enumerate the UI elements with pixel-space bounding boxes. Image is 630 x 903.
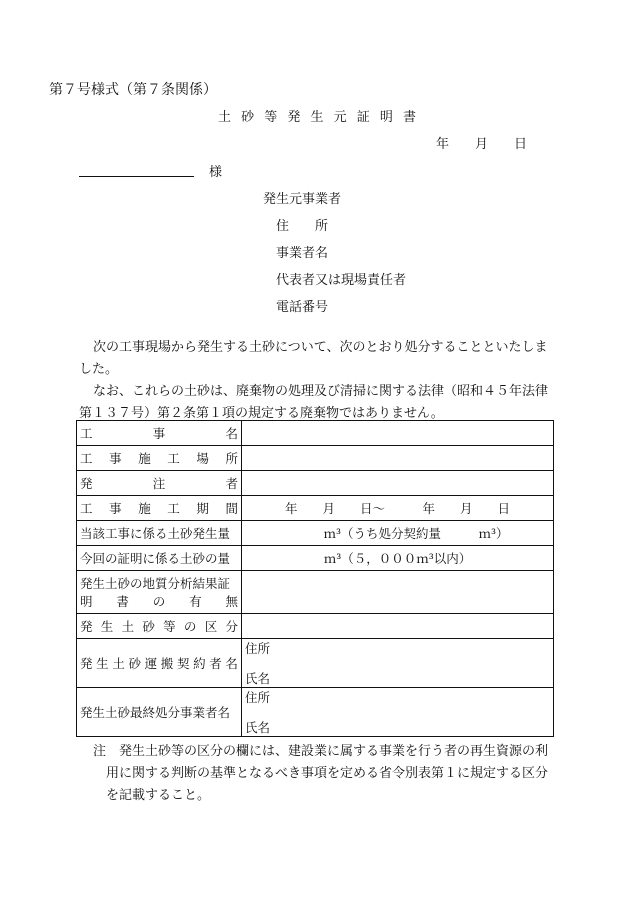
- document-title: 土 砂 等 発 生 元 証 明 書: [218, 110, 420, 125]
- row-label-construction-site: 工 事 施 工 場 所: [77, 446, 242, 471]
- row-label-final-disposal-operator: 発生土砂最終処分事業者名: [77, 688, 242, 737]
- body-paragraph-1-line-2: した。: [79, 362, 119, 377]
- table-row: [77, 571, 554, 614]
- issuer-business-name-label: 事業者名: [276, 246, 329, 261]
- soil-certified-value[interactable]: ｍ³（５，０００ｍ³以内）: [242, 546, 554, 571]
- row-label-geological-analysis: [77, 571, 242, 614]
- table-row: [77, 614, 554, 639]
- table-row: [77, 496, 554, 521]
- soil-generated-value[interactable]: ｍ³（うち処分契約量 ｍ³）: [242, 521, 554, 546]
- issuer-address-label: 住 所: [276, 219, 329, 234]
- footnote-line-3: を記載すること。: [106, 788, 211, 803]
- orderer-value[interactable]: [242, 471, 554, 496]
- table-row: [77, 471, 554, 496]
- row-label-soil-certified: 今回の証明に係る土砂の量: [77, 546, 242, 571]
- final-disposal-name-label: 氏名: [245, 720, 271, 735]
- body-paragraph-2-line-2: 第１３７号）第２条第１項の規定する廃棄物ではありません。: [79, 406, 444, 421]
- row-label-soil-generated: 当該工事に係る土砂発生量: [77, 521, 242, 546]
- construction-site-value[interactable]: [242, 446, 554, 471]
- transport-contractor-name-field[interactable]: [242, 663, 554, 688]
- body-paragraph-2-line-1: なお、これらの土砂は、廃棄物の処理及び清掃に関する法律（昭和４５年法律: [93, 384, 549, 399]
- construction-period-value[interactable]: 年 月 日～ 年 月 日: [242, 496, 554, 521]
- addressee-suffix: 様: [209, 165, 223, 180]
- table-row: [77, 421, 554, 446]
- soil-classification-value[interactable]: [242, 614, 554, 639]
- geological-analysis-label-line-2: 明 書 の 有 無: [80, 594, 238, 609]
- row-label-construction-period: 工 事 施 工 期 間: [77, 496, 242, 521]
- body-paragraph-1-line-1: 次の工事現場から発生する土砂について、次のとおり処分することといたしま: [93, 340, 548, 355]
- row-label-construction-name: 工 事 名: [77, 421, 242, 446]
- geological-analysis-label-line-1: 発生土砂の地質分析結果証: [80, 576, 231, 591]
- table-row: [77, 521, 554, 546]
- row-label-orderer: 発 注 者: [77, 471, 242, 496]
- transport-contractor-address-label: 住所: [245, 641, 271, 656]
- addressee-line: [79, 176, 194, 177]
- table-row: [77, 688, 554, 713]
- row-label-soil-classification: 発 生 土 砂 等 の 区 分: [77, 614, 242, 639]
- footnote: [93, 741, 563, 807]
- table-row: [77, 639, 554, 664]
- footnote-line-1: 注 発生土砂等の区分の欄には、建設業に属する事業を行う者の再生資源の利: [93, 744, 549, 759]
- final-disposal-name-field[interactable]: [242, 712, 554, 737]
- transport-contractor-name-label: 氏名: [245, 671, 271, 686]
- certificate-table: [76, 420, 554, 737]
- row-label-transport-contractor: 発 生 土 砂 運 搬 契 約 者 名: [77, 639, 242, 688]
- footnote-line-2: 用に関する判断の基準となるべき事項を定める省令別表第１に規定する区分: [106, 766, 549, 781]
- form-number: 第７号様式（第７条関係）: [49, 82, 217, 98]
- final-disposal-address-field[interactable]: [242, 688, 554, 713]
- construction-name-value[interactable]: [242, 421, 554, 446]
- table-row: [77, 546, 554, 571]
- issuer-label: 発生元事業者: [263, 192, 342, 207]
- issue-date: 年 月 日: [436, 137, 528, 152]
- issuer-phone-label: 電話番号: [276, 300, 329, 315]
- table-row: [77, 446, 554, 471]
- geological-analysis-value[interactable]: [242, 571, 554, 614]
- issuer-representative-label: 代表者又は現場責任者: [276, 273, 407, 288]
- final-disposal-address-label: 住所: [245, 690, 271, 705]
- transport-contractor-address-field[interactable]: [242, 639, 554, 664]
